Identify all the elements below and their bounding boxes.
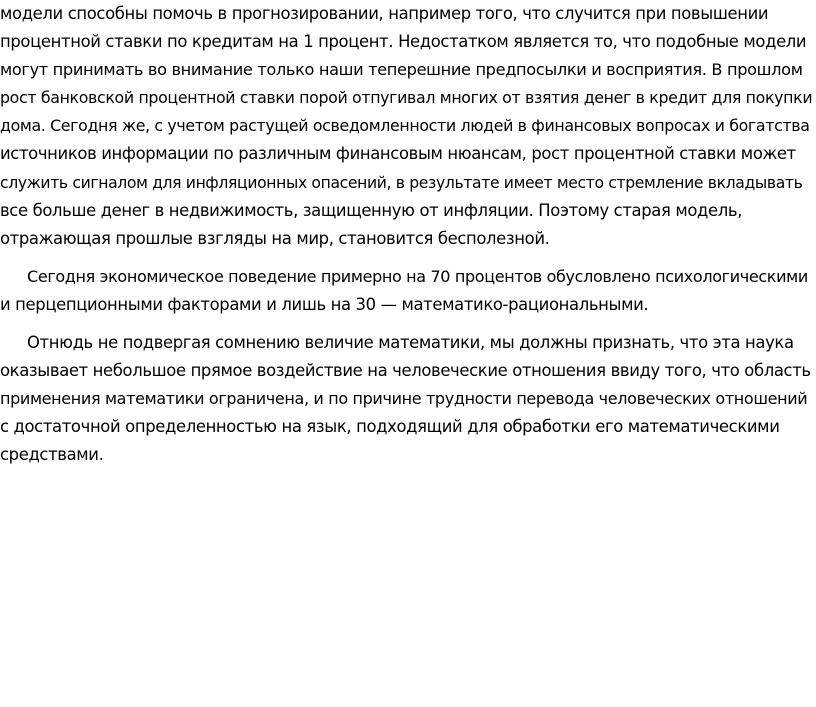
paragraph-1 (0, 0, 813, 253)
text-line: Отнюдь не подвергая сомнению величие математики, мы должны признать, что эта наука (27, 333, 794, 353)
text-line: оказывает небольшое прямое воздействие на человеческие отношения ввиду того, что область (0, 361, 811, 381)
text-line: рост банковской процентной ставки порой отпугивал многих от взятия денег в кредит для покупки (0, 88, 813, 108)
paragraph-3 (0, 329, 810, 469)
text-line: и перцепционными факторами и лишь на 30 — математико-рациональными. (0, 294, 649, 314)
text-line: с достаточной определенностью на язык, подходящий для обработки его математическими (0, 417, 780, 437)
text-line: применения математики ограничена, и по причине трудности перевода человеческих отношений (0, 389, 808, 409)
text-line: модели способны помочь в прогнозировании, например того, что случится при повышении (0, 4, 769, 23)
text-line: процентной ставки по кредитам на 1 процент. Недостатком является то, что подобные модели (0, 32, 807, 52)
paragraph-2 (0, 263, 810, 319)
text-line: Сегодня экономическое поведение примерно на 70 процентов обусловлено психологическими (27, 266, 808, 286)
text-line: источников информации по различным финансовым нюансам, рост процентной ставки может (0, 144, 796, 164)
text-line: дома. Сегодня же, с учетом растущей осведомленности людей в финансовых вопросах и богатства (0, 116, 810, 136)
text-line: все больше денег в недвижимость, защищенную от инфляции. Поэтому старая модель, (0, 200, 743, 220)
text-line: служить сигналом для инфляционных опасений, в результате имеет место стремление вкладывать (0, 173, 803, 192)
text-line: могут принимать во внимание только наши теперешние предпосылки и восприятия. В прошлом (0, 60, 803, 80)
text-line: отражающая прошлые взгляды на мир, становится бесполезной. (0, 228, 550, 248)
text-line: средствами. (0, 445, 104, 465)
